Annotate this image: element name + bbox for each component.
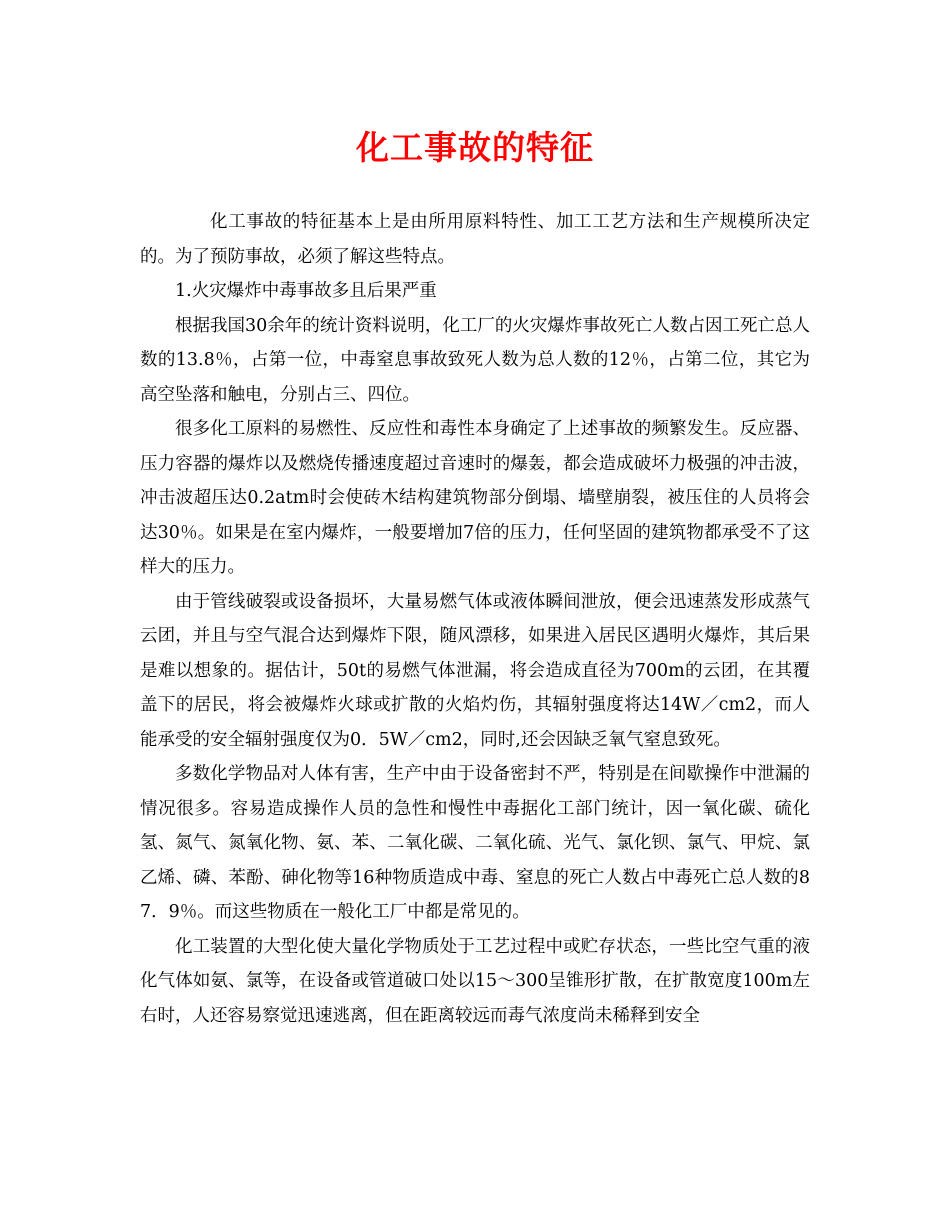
section-heading: 1.火灾爆炸中毒事故多且后果严重 <box>175 281 437 301</box>
document-body <box>140 205 810 1033</box>
body-paragraph: 很多化工原料的易燃性、反应性和毒性本身确定了上述事故的频繁发生。反应器、压力容器的爆炸以及燃烧传播速度超过音速时的爆轰，都会造成破坏力极强的冲击波，冲击波超压达0.2atm时会使砖木结构建筑物部分倒塌、墙壁崩裂，被压住的人员将会达30％。如果是在室内爆炸，一般要增加7倍的压力，任何坚固的建筑物都承受不了这样大的压力。 <box>140 419 810 577</box>
body-paragraph: 根据我国30余年的统计资料说明，化工厂的火灾爆炸事故死亡人数占因工死亡总人数的13.8％，占第一位，中毒窒息事故致死人数为总人数的12％，占第二位，其它为高空坠落和触电，分别占三、四位。 <box>140 315 810 405</box>
body-paragraph: 由于管线破裂或设备损坏，大量易燃气体或液体瞬间泄放，便会迅速蒸发形成蒸气云团，并且与空气混合达到爆炸下限，随风漂移，如果进入居民区遇明火爆炸，其后果是难以想象的。据估计，50t的易燃气体泄漏，将会造成直径为700m的云团，在其覆盖下的居民，将会被爆炸火球或扩散的火焰灼伤，其辐射强度将达14W／cm2，而人能承受的安全辐射强度仅为0．5W／cm2，同时,还会因缺乏氧气窒息致死。 <box>140 591 810 750</box>
document-title: 化工事故的特征 <box>356 128 594 167</box>
body-paragraph: 多数化学物品对人体有害，生产中由于设备密封不严，特别是在间歇操作中泄漏的情况很多。容易造成操作人员的急性和慢性中毒据化工部门统计，因一氧化碳、硫化氢、氮气、氮氧化物、氨、苯、二氧化碳、二氧化硫、光气、氯化钡、氯气、甲烷、氯乙烯、磷、苯酚、砷化物等16种物质造成中毒、窒息的死亡人数占中毒死亡总人数的87．9％。而这些物质在一般化工厂中都是常见的。 <box>140 764 810 922</box>
intro-paragraph: 化工事故的特征基本上是由所用原料特性、加工工艺方法和生产规模所决定的。为了预防事故，必须了解这些特点。 <box>140 212 810 267</box>
body-paragraph: 化工装置的大型化使大量化学物质处于工艺过程中或贮存状态，一些比空气重的液化气体如氨、氯等，在设备或管道破口处以15～300呈锥形扩散，在扩散宽度100m左右时，人还容易察觉迅速逃离，但在距离较远而毒气浓度尚未稀释到安全 <box>140 936 810 1026</box>
